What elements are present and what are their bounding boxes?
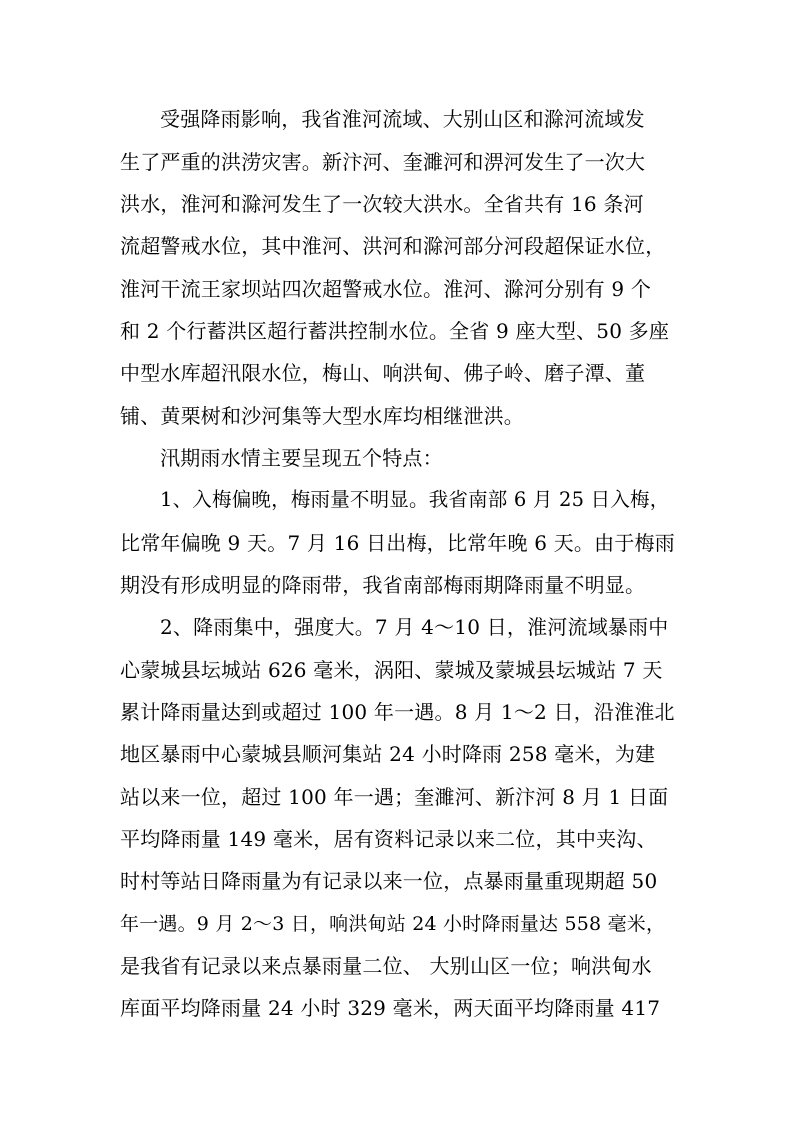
text-line: 是我省有记录以来点暴雨量二位、 大别山区一位；响洪甸水: [120, 954, 652, 978]
text-line: 1、入梅偏晚，梅雨量不明显。我省南部 6 月 25 日入梅，: [160, 488, 670, 511]
text-line: 年一遇。9 月 2～3 日，响洪甸站 24 小时降雨量达 558 毫米，: [120, 913, 666, 935]
text-line: 洪水，淮河和滁河发生了一次较大洪水。全省共有 16 条河: [120, 192, 644, 216]
text-line: 2、降雨集中，强度大。7 月 4～10 日，淮河流域暴雨中: [160, 615, 669, 639]
text-line: 淮河干流王家坝站四次超警戒水位。淮河、滁河分别有 9 个: [120, 277, 652, 301]
text-line: 汛期雨水情主要呈现五个特点：: [160, 446, 443, 470]
text-line: 库面平均降雨量 24 小时 329 毫米，两天面平均降雨量 417: [120, 996, 661, 1020]
text-line: 期没有形成明显的降雨带，我省南部梅雨期降雨量不明显。: [120, 573, 646, 597]
text-line: 站以来一位，超过 100 年一遇；奎濉河、新汴河 8 月 1 日面: [120, 785, 669, 809]
text-line: 流超警戒水位，其中淮河、洪河和滁河部分河段超保证水位，: [120, 234, 666, 258]
text-line: 受强降雨影响，我省淮河流域、大别山区和滁河流域发: [160, 107, 645, 131]
text-line: 生了严重的洪涝灾害。新汴河、奎濉河和淠河发生了一次大: [120, 150, 646, 174]
text-line: 时村等站日降雨量为有记录以来一位，点暴雨量重现期超 50: [120, 869, 658, 893]
text-line: 比常年偏晚 9 天。7 月 16 日出梅，比常年晚 6 天。由于梅雨: [120, 531, 675, 555]
text-line: 和 2 个行蓄洪区超行蓄洪控制水位。全省 9 座大型、50 多座: [120, 319, 670, 343]
text-line: 累计降雨量达到或超过 100 年一遇。8 月 1～2 日，沿淮淮北: [120, 700, 675, 724]
text-line: 平均降雨量 149 毫米，居有资料记录以来二位，其中夹沟、: [120, 827, 657, 851]
text-line: 铺、黄栗树和沙河集等大型水库均相继泄洪。: [120, 404, 524, 428]
text-line: 地区暴雨中心蒙城县顺河集站 24 小时降雨 258 毫米，为建: [120, 742, 656, 766]
text-line: 心蒙城县坛城站 626 毫米，涡阳、蒙城及蒙城县坛城站 7 天: [120, 658, 663, 682]
text-line: 中型水库超汛限水位，梅山、响洪甸、佛子岭、磨子潭、董: [120, 361, 646, 385]
